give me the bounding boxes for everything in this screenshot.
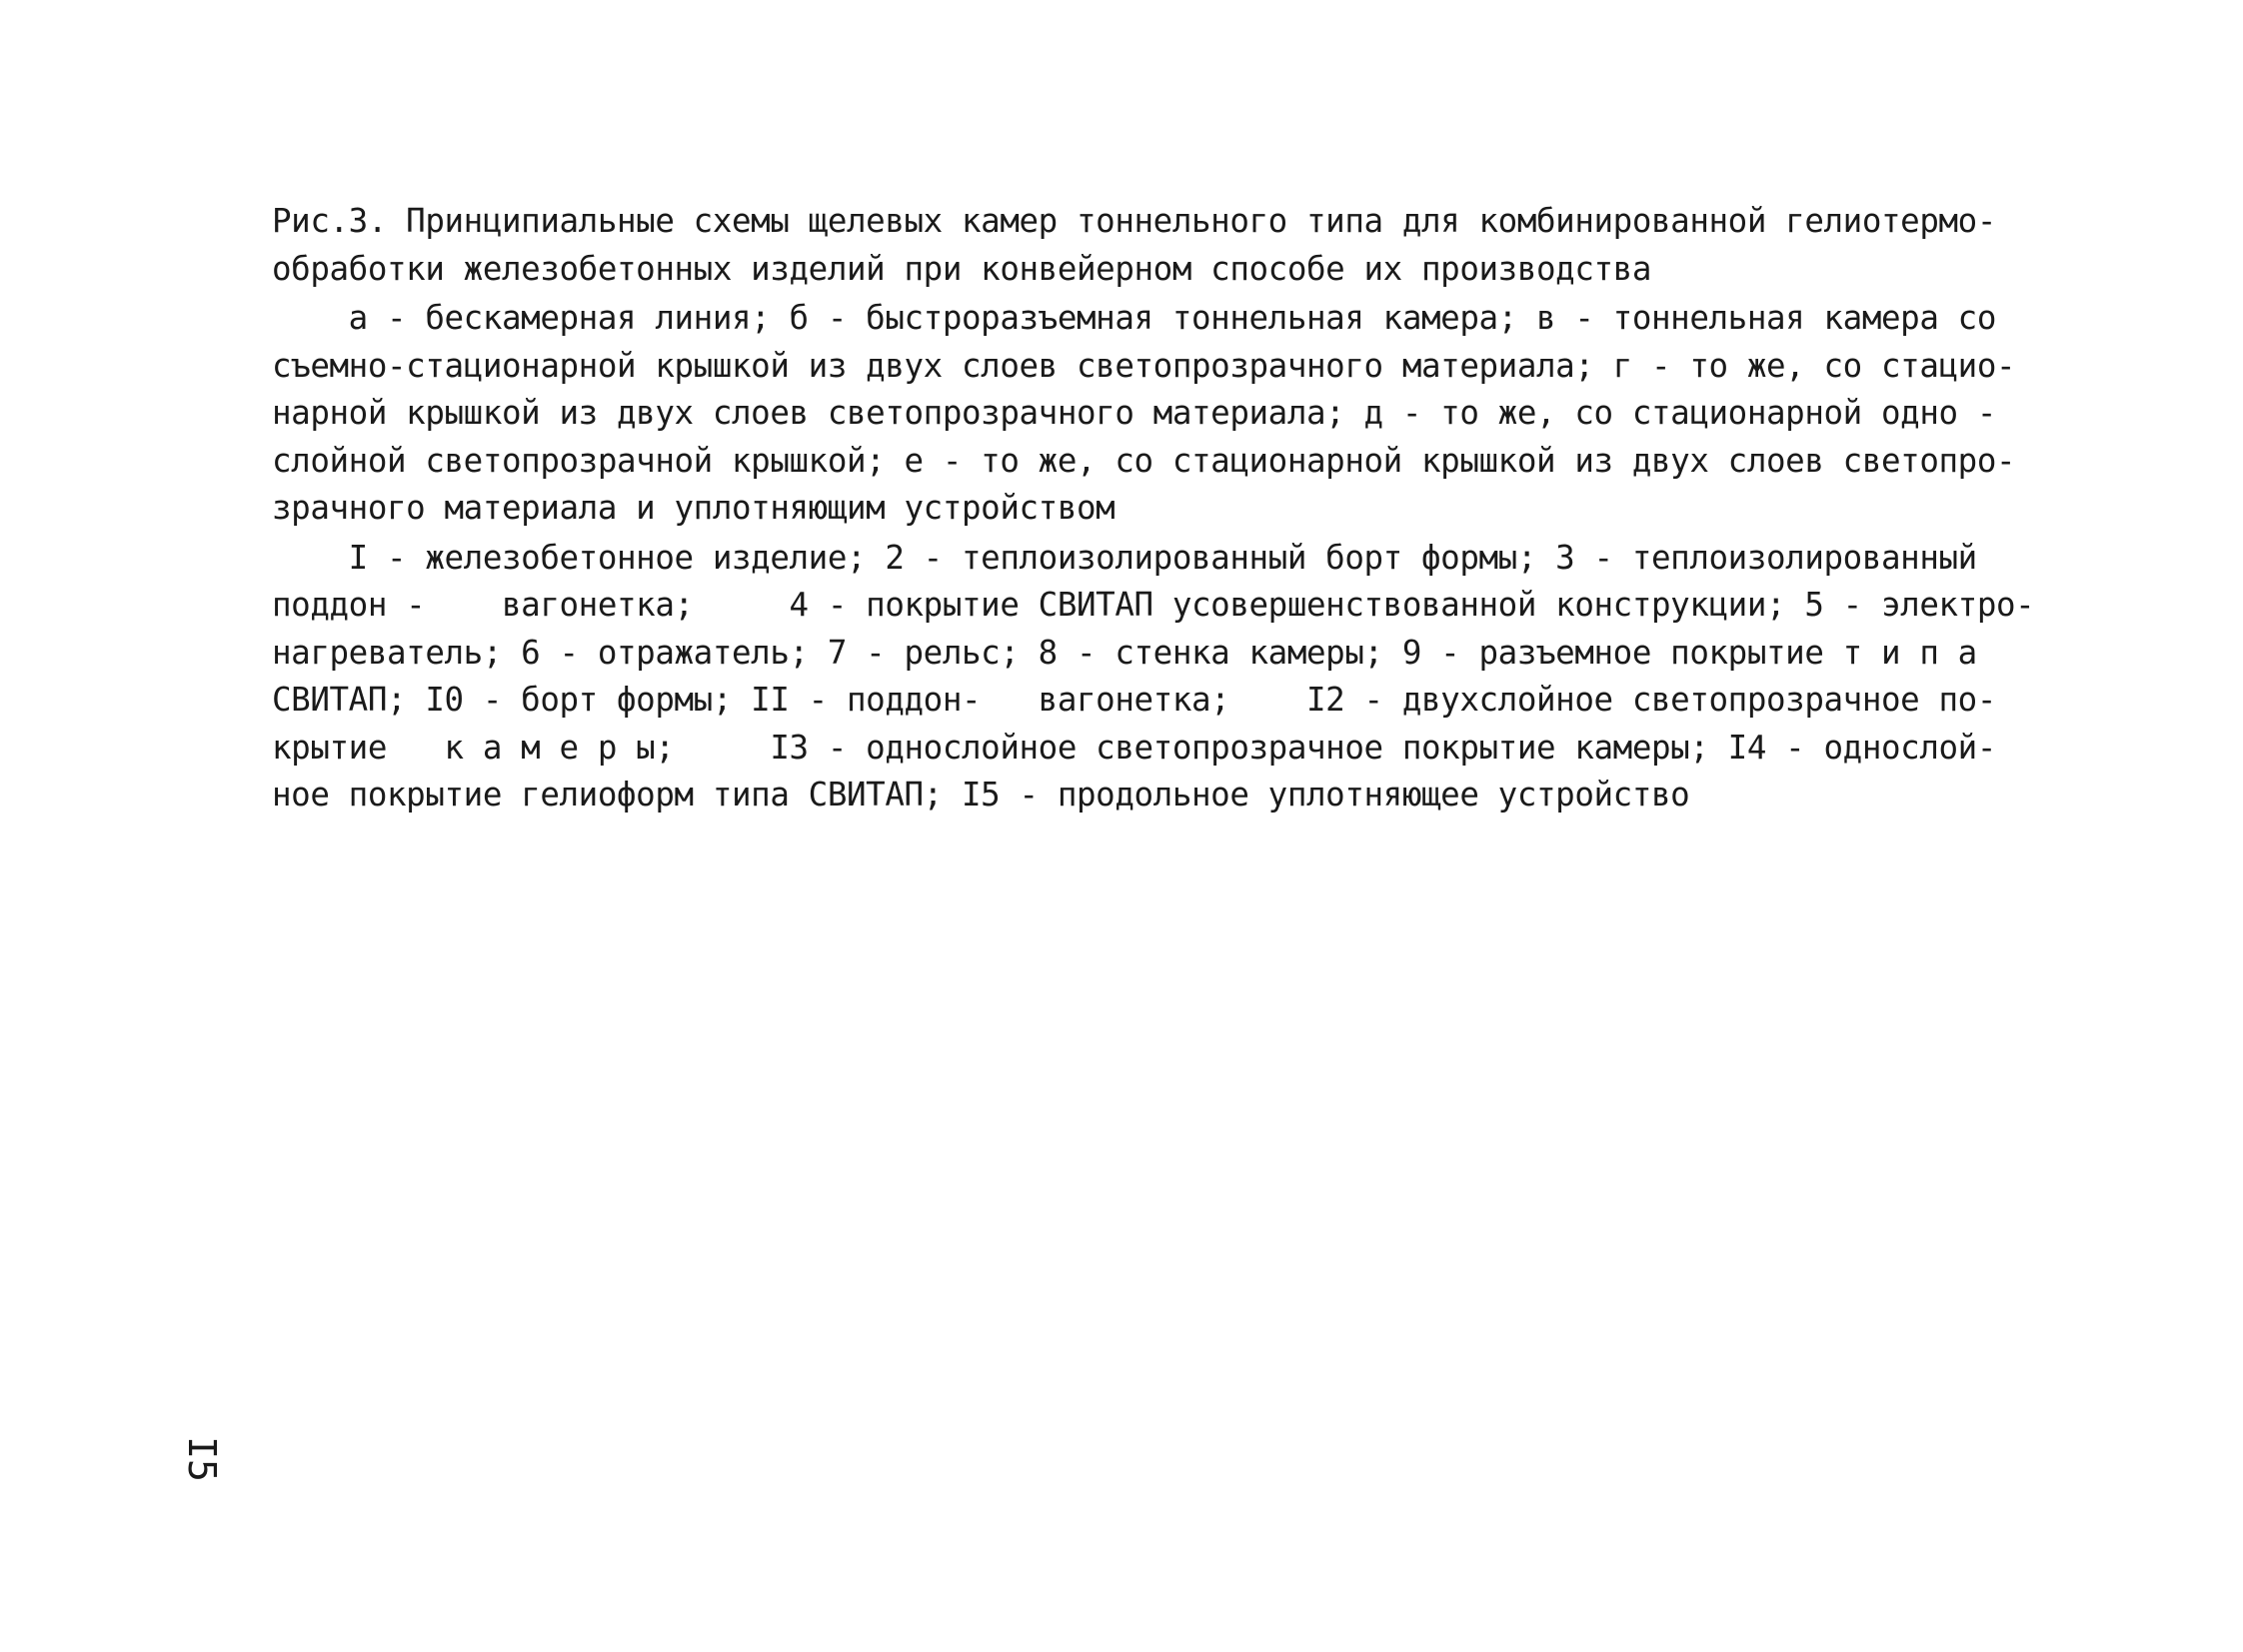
legend-line: нагреватель; 6 - отражатель; 7 - рельс; 8 - стенка камеры; 9 - разъемное покрытие т и п а (272, 633, 1977, 672)
variants-line: съемно-стационарной крышкой из двух слоев светопрозрачного материала; г - то же, со стацио- (272, 346, 2016, 385)
caption-line: обработки железобетонных изделий при конвейерном способе их производства (272, 249, 1651, 288)
variants-paragraph (272, 295, 2071, 533)
legend-line: СВИТАП; I0 - борт формы; II - поддон- вагонетка; I2 - двухслойное светопрозрачное по- (272, 681, 1996, 719)
variants-line: а - бескамерная линия; б - быстроразъемная тоннельная камера; в - тоннельная камера со (272, 299, 1996, 337)
figure-caption-block (272, 198, 2071, 820)
legend-line: крытие к а м е р ы; I3 - однослойное светопрозрачное покрытие камеры; I4 - однослой- (272, 728, 1996, 767)
variants-line: слойной светопрозрачной крышкой; е - то же, со стационарной крышкой из двух слоев светопро- (272, 441, 2016, 480)
legend-line: I - железобетонное изделие; 2 - теплоизолированный борт формы; 3 - теплоизолированный (272, 538, 1977, 577)
variants-line: нарной крышкой из двух слоев светопрозрачного материала; д - то же, со стационарной одно - (272, 394, 1996, 432)
page-number: I5 (180, 1436, 224, 1482)
variants-line: зрачного материала и уплотняющим устройством (272, 489, 1116, 527)
caption-line: Рис.3. Принципиальные схемы щелевых камер тоннельного типа для комбинированной гелиотермо- (272, 202, 1996, 240)
legend-line: ное покрытие гелиоформ типа СВИТАП; I5 - продольное уплотняющее устройство (272, 776, 1690, 814)
legend-paragraph (272, 535, 2071, 820)
legend-line: поддон - вагонетка; 4 - покрытие СВИТАП усовершенствованной конструкции; 5 - электро- (272, 586, 2035, 624)
figure-caption (272, 198, 2071, 293)
